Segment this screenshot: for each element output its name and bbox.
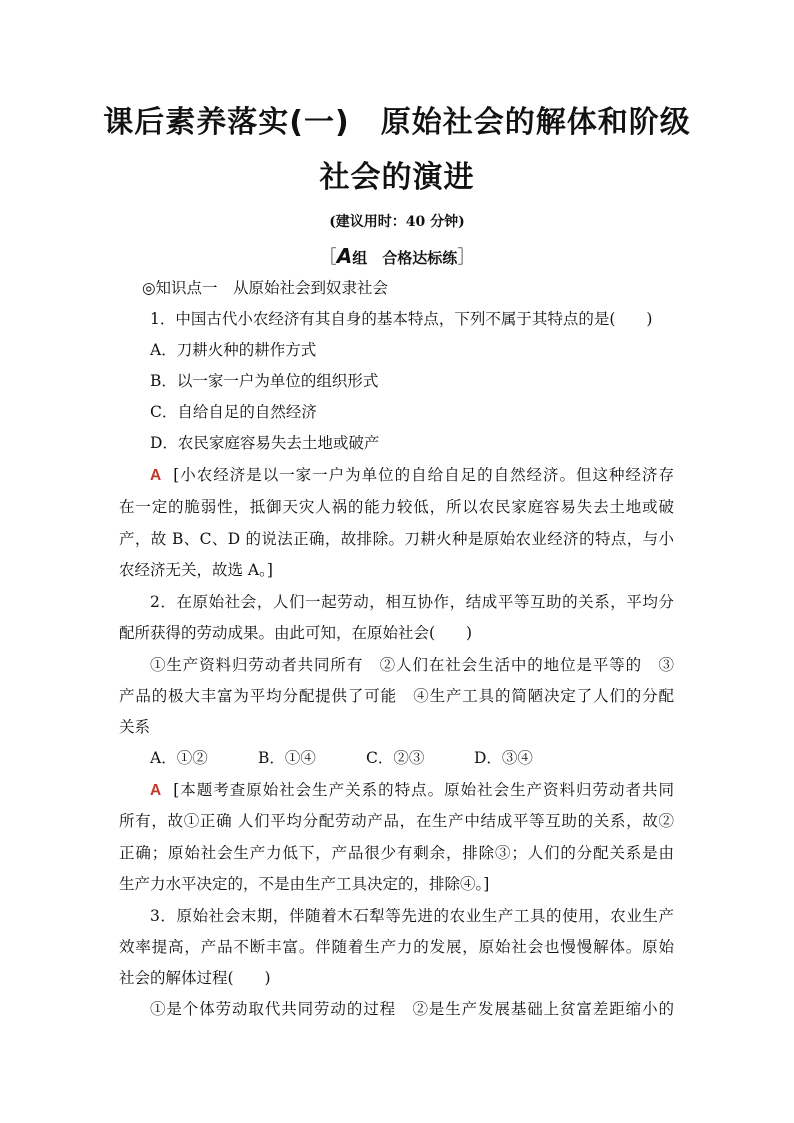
- q2-option-a: A．①②: [150, 749, 208, 767]
- q2-option-c: C．②③: [366, 749, 425, 767]
- q2-stem-line-2: 配所获得的劳动成果。由此可知，在原始社会( ): [119, 624, 473, 642]
- q1-answer: A: [150, 467, 162, 484]
- group-letter: A: [336, 244, 353, 268]
- q3-stem-line-2: 效率提高，产品不断丰富。伴随着生产力的发展，原始社会也慢慢解体。原始: [119, 938, 674, 956]
- page-title-line-1: 课后素养落实(一) 原始社会的解体和阶级: [103, 105, 691, 140]
- q2-explanation-line-4: 生产力水平决定的，不是由生产工具决定的，排除④。]: [119, 875, 490, 893]
- q2-statements-line-2: 产品的极大丰富为平均分配提供了可能 ④生产工具的简陋决定了人们的分配: [119, 687, 674, 705]
- q2-answer: A: [150, 782, 162, 799]
- q2-explanation-line-2: 所有，故①正确 人们平均分配劳动产品，在生产中结成平等互助的关系，故②: [119, 812, 674, 830]
- q2-options: [150, 748, 533, 768]
- q2-explanation-line-3: 正确；原始社会生产力低下，产品很少有剩余，排除③；人们的分配关系是由: [119, 844, 674, 862]
- section-heading: ◎知识点一 从原始社会到奴隶社会: [142, 279, 389, 297]
- group-label: 组 合格达标练: [352, 249, 458, 267]
- group-header: [0, 243, 794, 269]
- q2-option-d: D．③④: [474, 749, 533, 767]
- q2-explanation-line-1: A [本题考查原始社会生产关系的特点。原始社会生产资料归劳动者共同: [150, 781, 674, 799]
- q2-option-b: B．①④: [258, 749, 316, 767]
- q1-explanation-line-3: 产，故 B、C、D 的说法正确，故排除。刀耕火种是原始农业经济的特点，与小: [119, 530, 674, 548]
- q3-statements-line-1: ①是个体劳动取代共同劳动的过程 ②是生产发展基础上贫富差距缩小的: [150, 1000, 674, 1018]
- q3-stem-line-3: 社会的解体过程( ): [119, 969, 271, 987]
- q3-stem-line-1: 3．原始社会末期，伴随着木石犁等先进的农业生产工具的使用，农业生产: [150, 907, 674, 925]
- page-title-line-2: 社会的演进: [319, 160, 475, 195]
- suggested-time: (建议用时：40 分钟): [329, 214, 465, 230]
- group-open-bracket: ［: [318, 247, 337, 268]
- q1-option-d: D．农民家庭容易失去土地或破产: [150, 434, 380, 452]
- q2-statements-line-3: 关系: [119, 718, 151, 736]
- q1-option-a: A．刀耕火种的耕作方式: [150, 341, 317, 359]
- q1-stem: 1．中国古代小农经济有其自身的基本特点，下列不属于其特点的是( ): [150, 310, 653, 328]
- q1-explanation-line-2: 在一定的脆弱性，抵御天灾人祸的能力较低，所以农民家庭容易失去土地或破: [119, 498, 674, 516]
- q1-explanation-line-4: 农经济无关，故选 A。]: [119, 561, 273, 579]
- q1-option-b: B．以一家一户为单位的组织形式: [150, 372, 379, 390]
- q2-stem-line-1: 2．在原始社会，人们一起劳动，相互协作，结成平等互助的关系，平均分: [150, 593, 674, 611]
- q1-option-c: C．自给自足的自然经济: [150, 403, 317, 421]
- group-close-bracket: ］: [457, 247, 476, 268]
- q1-explanation-line-1: A [小农经济是以一家一户为单位的自给自足的自然经济。但这种经济存: [150, 466, 674, 484]
- q2-statements-line-1: ①生产资料归劳动者共同所有 ②人们在社会生活中的地位是平等的 ③: [150, 656, 674, 674]
